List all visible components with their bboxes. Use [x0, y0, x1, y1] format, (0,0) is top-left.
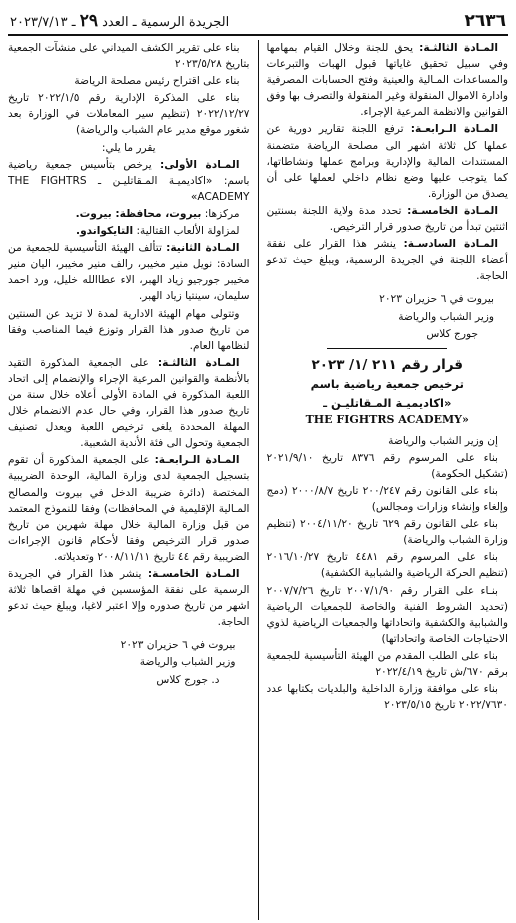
sport-line: لمزاولة الألعاب القتالية: التايكواندو.	[76, 225, 240, 238]
signature-date: بيروت في ٦ حزيران ٢٠٢٣	[120, 639, 236, 652]
issue-date: ـ ٢٠٢٣/٧/١٣	[10, 15, 76, 30]
headquarters-line: مركزها: بيروت، محافظة: بيروت.	[75, 207, 240, 220]
basis-item: بنـاء على القرار رقم ٢٠٠٧/١/٩٠ تاريخ ٢٠٠٧/٧/٢٦ (تحديد الشروط الفنية والخاصة للجمعيات الرياضية والشبابية والكشفية واتحاداتها والجمعيات الرياضية لذوي الاحتياجات الخاصة واتحاداتها)	[266, 584, 508, 645]
decision-title: قرار رقم ٢١١ /١/ ٢٠٢٣	[311, 356, 463, 373]
column-rule	[258, 40, 259, 920]
right-column	[262, 40, 509, 920]
decides-line: يقرر ما يلي:	[101, 141, 156, 154]
decision-subtitle: ترخيص جمعية رياضية باسم	[310, 377, 464, 392]
basis-item: بناء على تقرير الكشف الميداني على منشآت الجمعية بتاريخ ٢٠٢٣/٥/٢٨	[8, 42, 250, 71]
article-6: المـادة السادسـة: ينشر هذا القرار على نفقة أعضاء اللجنة في الجريدة الرسمية، ويبلغ حيث تدعو الحاجة.	[266, 238, 508, 283]
basis-item: بناء على المذكرة الإدارية رقم ٢٠٢٢/١/٥ تاريخ ٢٠٢٢/١٢/٢٧ (تنظيم سير المعاملات في الوزارة بعد شغور موقع مدير عام الشباب والرياضة)	[8, 92, 250, 137]
issue-number: ٢٩	[79, 11, 98, 31]
left-article-3: المـادة الثالثـة: على الجمعية المذكورة التقيد بالأنظمة والقوانين المرعية الإجراء والإنضمام إلى اتحاد اللعبة المذكورة في المادة الأولى أعلاه خلال سنة من تاريخ صدور هذا القرار، وفي حال عدم الانضمام خلال المهلة المحددة يلغى ترخيص اللعبة ويعدل تصنيف الجمعية وتحول الى فئة الأندية الشعبية.	[8, 356, 250, 450]
basis-item: بناء على القانون رقم ٦٢٩ تاريخ ٢٠٠٤/١١/٢٠ (تنظيم وزارة الشباب والرياضة)	[266, 518, 508, 547]
left-article-2: المـادة الثانية: تتألف الهيئة التأسيسية للجمعية من السادة: نويل منير مخيبر، رالف منير مخيبر، اليان منير مخيبر جورجيو زياد الهبر، الاء عطاالله خليل، ورد احمد سليمان، سينتيا زياد الهبر.	[8, 242, 250, 303]
basis-item: بناء على موافقة وزارة الداخلية والبلديات بكتابها عدد ٢٠٢٢/٧٦٣٠ تاريخ ٢٠٢٣/٥/١٥	[266, 683, 508, 712]
article-5: المـادة الخامسـة: تحدد مدة ولاية اللجنة بسنتين اثنتين تبدأ من تاريخ صدور قرار الترخيص.	[266, 204, 508, 234]
signature-title: وزير الشباب والرياضة	[398, 310, 494, 323]
basis-item: بناء على المرسوم رقم ٤٤٨١ تاريخ ٢٠١٦/١٠/٢٧ (تنظيم الحركة الرياضية والشبابية الكشفية)	[266, 551, 508, 580]
page-header	[8, 8, 508, 36]
left-article-5: المـادة الخامسـة: ينشر هذا القرار في الجريدة الرسمية على نفقة المؤسسين في مهلة اقصاها ثلاثة اشهر من تاريخ صدوره وإلا اعتبر لاغيا، ويبلغ حيث تدعو الحاجة.	[8, 568, 250, 629]
gazette-name: الجريدة الرسمية ـ العدد	[102, 15, 230, 30]
left-article-4: المـادة الـرابعـة: على الجمعية المذكورة أن تقوم بتسجيل الجمعية لدى وزارة المالية، الوحدة الضريبية المختصة (دائرة ضريبة الدخل في بيروت والمصالح المـالية الإقليمية في المحافظات) وفقا للنموذج المعتمد من قبل وزارة المالية خلال مهلة شهرين من تاريخ صدور قرار الترخيص وفقا لأحكام قانون الإجراءات الضريبية رقم ٤٤ تاريخ ٢٠٠٨/١١/١١ وتعديلاته.	[8, 454, 250, 563]
gazette-title	[10, 11, 229, 31]
signature-title: وزير الشباب والرياضة	[139, 656, 236, 669]
article-3: المـادة الثالثـة: يحق للجنة وخلال القيام بمهامها وفي سبيل تحقيق غاياتها قبول الهبات والتبرعات والمساعدات المـالية والعينية وفتح الحسابات المصرفية وادارة الاموال المنقولة وغير المنقولة والتصرف بها وفق القوانين والانظمة المرعية الإجراء.	[266, 42, 508, 119]
page-number: ٢٦٣٦	[464, 11, 506, 31]
basis-item: بناء على المرسوم رقم ٨٣٧٦ تاريخ ٢٠٢١/٩/١٠ (تشكيل الحكومة)	[266, 451, 508, 480]
basis-item: بناء على القانون رقم ٢٠٠/٢٤٧ تاريخ ٢٠٠٠/٨/٧ (دمج وإلغاء وإنشاء وزارات ومجالس)	[266, 484, 508, 514]
basis-item: بناء على اقتراح رئيس مصلحة الرياضة	[74, 75, 240, 88]
basis-item: بناء على الطلب المقدم من الهيئة التأسيسية للجمعية برقم ٦٧٠/ش تاريخ ٢٠٢٢/٤/١٩	[266, 649, 508, 679]
signature-date: بيروت في ٦ حزيران ٢٠٢٣	[379, 293, 494, 306]
signature-name: جورج كلاس	[426, 327, 478, 340]
left-article-1: المـادة الأولى: يرخص بتأسيس جمعية رياضية باسم: «اكاديميـة المـقاتليـن ـ THE FIGHTRS ACADEMY»	[8, 158, 250, 203]
minister-line: إن وزير الشباب والرياضة	[388, 434, 498, 447]
left-column	[8, 40, 255, 920]
article-4: المـادة الـرابعـة: ترفع اللجنة تقارير دورية عن عملها كل ثلاثة اشهر الى مصلحة الرياضة متضمنة المستندات المالية والإدارية وبرامج عملها ونشاطاتها، كما يتوجب عليها وضع نظام داخلي لعملها على أن يصدق من الوزارة.	[266, 123, 508, 200]
section-divider	[327, 348, 447, 349]
two-column-body	[8, 40, 508, 920]
signature-name: د. جورج كلاس	[156, 673, 220, 686]
left-article-2-continued: وتتولى مهام الهيئة الادارية لمدة لا تزيد عن السنتين من تاريخ صدور هذا القرار وتوزع فيما المناصب وفقا لنظامها العام.	[8, 307, 250, 352]
decision-association-name: «اكاديميـة المـقاتليـن ـ	[323, 395, 452, 410]
decision-association-name-en: THE FIGHTRS ACADEMY»	[305, 412, 469, 426]
